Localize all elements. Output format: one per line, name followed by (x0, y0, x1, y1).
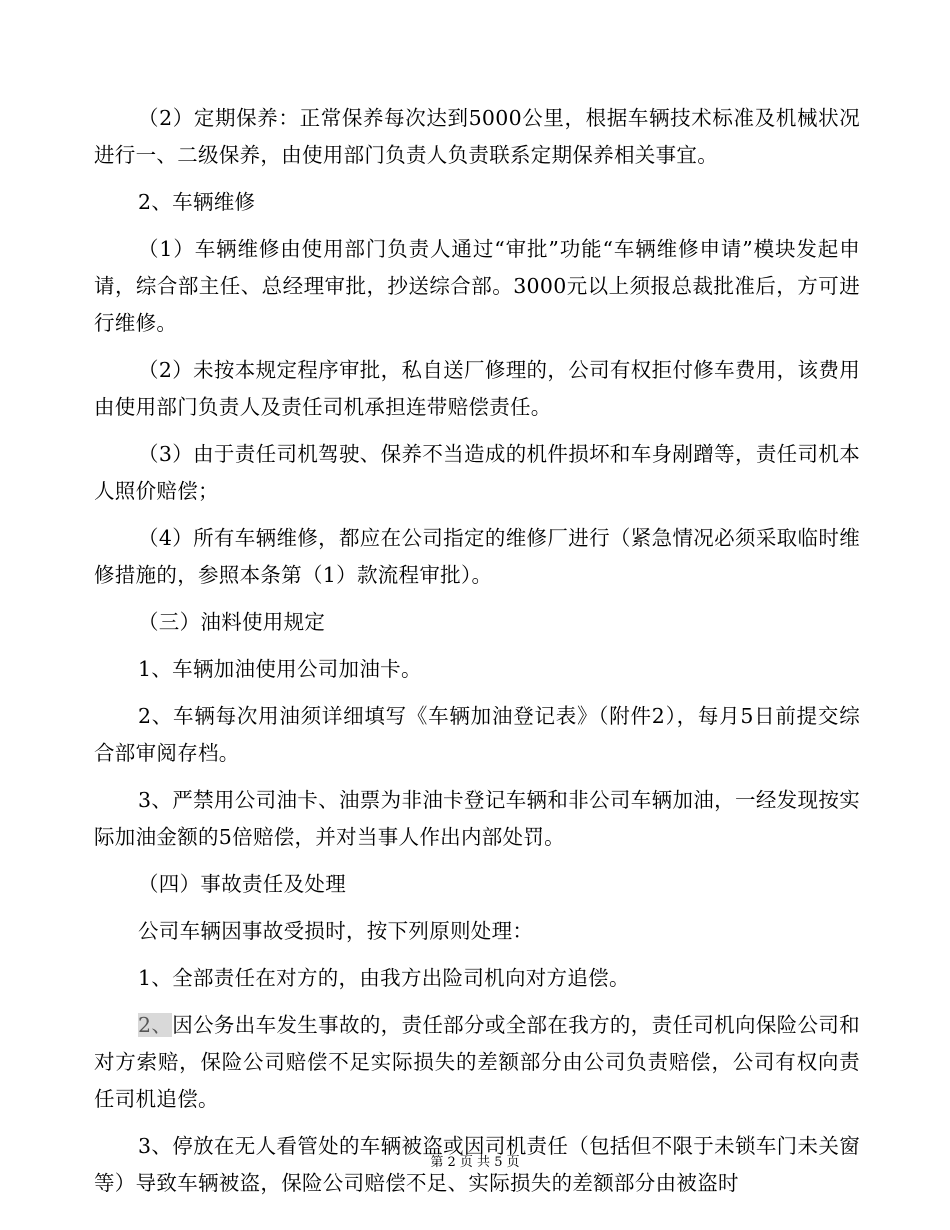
paragraph-fuel-1: 1、车辆加油使用公司加油卡。 (138, 657, 422, 681)
highlighted-number: 2、 (138, 1013, 173, 1037)
paragraph-maintenance-2: （2）定期保养：正常保养每次达到5000公里，根据车辆技术标准及机械状况进行一、二级保养，由使用部门负责人负责联系定期保养相关事宜。 (94, 106, 860, 167)
paragraph-accident-1: 1、全部责任在对方的，由我方出险司机向对方追偿。 (138, 966, 630, 990)
heading-vehicle-repair: 2、车辆维修 (138, 190, 256, 214)
paragraph-repair-4: （4）所有车辆维修，都应在公司指定的维修厂进行（紧急情况必须采取临时维修措施的，参照本条第（1）款流程审批）。 (94, 526, 860, 587)
paragraph-repair-2: （2）未按本规定程序审批，私自送厂修理的，公司有权拒付修车费用，该费用由使用部门负责人及责任司机承担连带赔偿责任。 (94, 358, 860, 419)
heading-fuel-rules: （三）油料使用规定 (138, 610, 326, 634)
paragraph-fuel-3: 3、严禁用公司油卡、油票为非油卡登记车辆和非公司车辆加油，一经发现按实际加油金额的5倍赔偿，并对当事人作出内部处罚。 (94, 788, 860, 849)
paragraph-accident-3: 3、停放在无人看管处的车辆被盗或因司机责任（包括但不限于未锁车门未关窗等）导致车辆被盗，保险公司赔偿不足、实际损失的差额部分由被盗时 (94, 1134, 860, 1195)
paragraph-repair-1: （1）车辆维修由使用部门负责人通过“审批”功能“车辆维修申请”模块发起申请，综合部主任、总经理审批，抄送综合部。3000元以上须报总裁批准后，方可进行维修。 (94, 237, 860, 335)
paragraph-fuel-2: 2、车辆每次用油须详细填写《车辆加油登记表》（附件2），每月5日前提交综合部审阅存档。 (94, 704, 860, 765)
paragraph-accident-2-text: 因公务出车发生事故的，责任部分或全部在我方的，责任司机向保险公司和对方索赔，保险公司赔偿不足实际损失的差额部分由公司负责赔偿，公司有权向责任司机追偿。 (94, 1013, 860, 1111)
paragraph-repair-3: （3）由于责任司机驾驶、保养不当造成的机件损坏和车身剐蹭等，责任司机本人照价赔偿； (94, 442, 860, 503)
paragraph-accident-intro: 公司车辆因事故受损时，按下列原则处理： (138, 919, 534, 943)
document-body (94, 100, 860, 1212)
heading-accident-responsibility: （四）事故责任及处理 (138, 872, 346, 896)
paragraph-accident-2 (94, 1007, 860, 1118)
page-footer: 第 2 页 共 5 页 (430, 1155, 520, 1170)
